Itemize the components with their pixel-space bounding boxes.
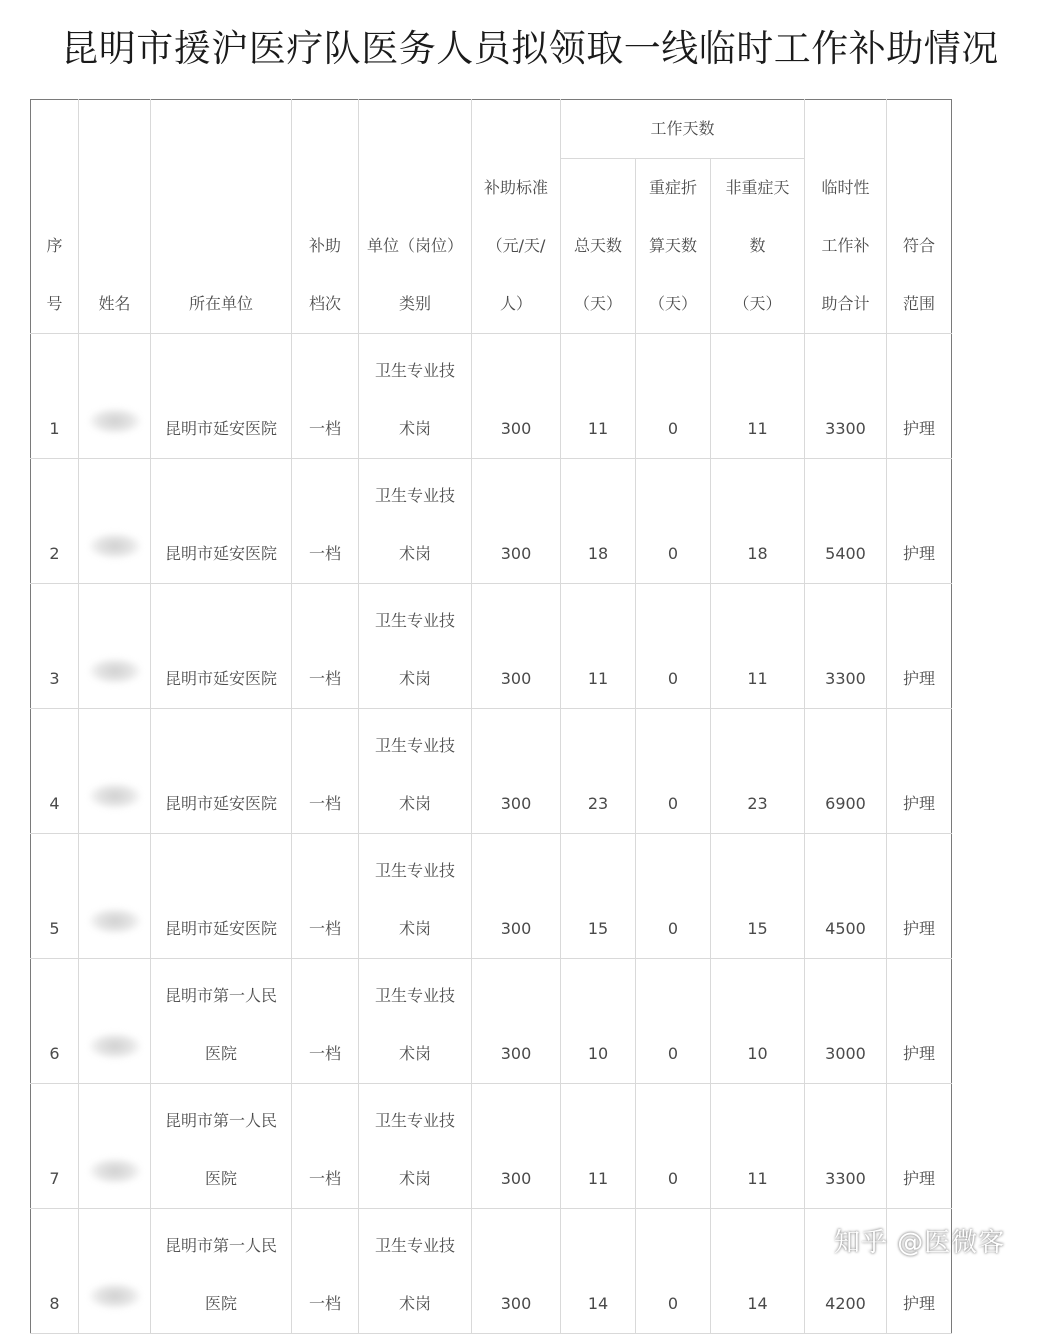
cell-level bbox=[292, 1084, 359, 1209]
cell-line: 15 bbox=[587, 919, 609, 938]
cell-unit bbox=[151, 834, 292, 959]
cell-scope bbox=[887, 959, 952, 1084]
cell-line: 术岗 bbox=[398, 1294, 431, 1313]
cell-total-days bbox=[561, 584, 636, 709]
header-line: 姓名 bbox=[98, 294, 131, 313]
header-line: 数 bbox=[749, 236, 766, 255]
header-name bbox=[79, 100, 151, 334]
cell-line: 昆明市第一人民 bbox=[164, 1236, 277, 1255]
cell-line: 卫生专业技 bbox=[374, 611, 455, 630]
header-line: （天） bbox=[648, 294, 697, 313]
cell-standard bbox=[472, 459, 561, 584]
cell-scope bbox=[887, 584, 952, 709]
cell-subsidy-total bbox=[805, 334, 887, 459]
cell-non-severe-days bbox=[711, 584, 805, 709]
cell-line: 护理 bbox=[902, 669, 935, 688]
cell-line: 3000 bbox=[825, 1044, 866, 1063]
table-row bbox=[31, 459, 952, 584]
cell-line: 0 bbox=[667, 794, 679, 813]
cell-line: 卫生专业技 bbox=[374, 1236, 455, 1255]
cell-line: 15 bbox=[747, 919, 768, 938]
header-line: 助合计 bbox=[821, 294, 870, 313]
cell-line: 23 bbox=[587, 794, 609, 813]
cell-standard bbox=[472, 584, 561, 709]
cell-line: 5 bbox=[49, 919, 60, 938]
cell-total-days bbox=[561, 709, 636, 834]
cell-line: 术岗 bbox=[398, 419, 431, 438]
cell-line: 4500 bbox=[825, 919, 866, 938]
cell-line: 0 bbox=[667, 1294, 679, 1313]
header-row-1 bbox=[31, 100, 952, 159]
header-workdays-group: 工作天数 bbox=[561, 100, 805, 159]
header-total-days bbox=[561, 159, 636, 334]
watermark: 知乎 @医微客 bbox=[834, 1228, 1006, 1258]
cell-unit bbox=[151, 1209, 292, 1334]
cell-line: 昆明市延安医院 bbox=[164, 669, 277, 688]
cell-subsidy-total bbox=[805, 1084, 887, 1209]
cell-line: 一档 bbox=[308, 1169, 341, 1188]
cell-line: 11 bbox=[747, 1169, 768, 1188]
header-non-severe-days bbox=[711, 159, 805, 334]
cell-subsidy-total bbox=[805, 459, 887, 584]
cell-line: 2 bbox=[49, 544, 60, 563]
cell-total-days bbox=[561, 459, 636, 584]
header-line: 序 bbox=[46, 236, 63, 255]
cell-line: 1 bbox=[49, 419, 60, 438]
cell-level bbox=[292, 459, 359, 584]
cell-line: 11 bbox=[587, 419, 609, 438]
cell-line: 6 bbox=[49, 1044, 60, 1063]
header-standard bbox=[472, 100, 561, 334]
header-scope bbox=[887, 100, 952, 334]
cell-line: 6900 bbox=[825, 794, 866, 813]
cell-line: 4200 bbox=[825, 1294, 866, 1313]
cell-line: 一档 bbox=[308, 794, 341, 813]
cell-line: 300 bbox=[500, 1169, 532, 1188]
cell-line: 23 bbox=[747, 794, 768, 813]
cell-line: 11 bbox=[747, 419, 768, 438]
cell-severe-days bbox=[636, 959, 711, 1084]
cell-line: 一档 bbox=[308, 919, 341, 938]
cell-post bbox=[359, 959, 472, 1084]
header-line: 单位（岗位） bbox=[366, 236, 463, 255]
cell-line: 3300 bbox=[825, 1169, 866, 1188]
cell-standard bbox=[472, 834, 561, 959]
cell-post bbox=[359, 584, 472, 709]
cell-total-days bbox=[561, 834, 636, 959]
cell-non-severe-days bbox=[711, 959, 805, 1084]
cell-level bbox=[292, 959, 359, 1084]
table-row bbox=[31, 834, 952, 959]
cell-name bbox=[79, 459, 151, 584]
cell-unit bbox=[151, 584, 292, 709]
cell-line: 0 bbox=[667, 919, 679, 938]
table-row bbox=[31, 1084, 952, 1209]
cell-total-days bbox=[561, 959, 636, 1084]
cell-line: 0 bbox=[667, 544, 679, 563]
cell-total-days bbox=[561, 1084, 636, 1209]
cell-line: 300 bbox=[500, 544, 532, 563]
cell-line: 护理 bbox=[902, 544, 935, 563]
cell-line: 卫生专业技 bbox=[374, 861, 455, 880]
cell-line: 0 bbox=[667, 1169, 679, 1188]
redacted-name bbox=[89, 1033, 141, 1059]
cell-seq bbox=[31, 834, 79, 959]
redacted-name bbox=[89, 1283, 141, 1309]
cell-non-severe-days bbox=[711, 709, 805, 834]
header-line: 非重症天 bbox=[725, 178, 790, 197]
cell-post bbox=[359, 1084, 472, 1209]
cell-line: 7 bbox=[49, 1169, 60, 1188]
header-severe-days bbox=[636, 159, 711, 334]
cell-line: 5400 bbox=[825, 544, 866, 563]
cell-line: 医院 bbox=[204, 1044, 237, 1063]
redacted-name bbox=[89, 408, 141, 434]
cell-name bbox=[79, 834, 151, 959]
cell-line: 14 bbox=[747, 1294, 768, 1313]
cell-scope bbox=[887, 834, 952, 959]
cell-level bbox=[292, 584, 359, 709]
cell-post bbox=[359, 709, 472, 834]
cell-line: 300 bbox=[500, 919, 532, 938]
cell-seq bbox=[31, 1084, 79, 1209]
cell-line: 18 bbox=[587, 544, 609, 563]
cell-level bbox=[292, 709, 359, 834]
header-line: 算天数 bbox=[648, 236, 697, 255]
cell-line: 300 bbox=[500, 794, 532, 813]
cell-post bbox=[359, 459, 472, 584]
cell-scope bbox=[887, 1084, 952, 1209]
cell-line: 护理 bbox=[902, 919, 935, 938]
cell-line: 300 bbox=[500, 1044, 532, 1063]
cell-line: 0 bbox=[667, 1044, 679, 1063]
cell-seq bbox=[31, 959, 79, 1084]
cell-name bbox=[79, 334, 151, 459]
header-subsidy-total bbox=[805, 100, 887, 334]
cell-line: 300 bbox=[500, 1294, 532, 1313]
cell-line: 卫生专业技 bbox=[374, 736, 455, 755]
cell-line: 昆明市延安医院 bbox=[164, 419, 277, 438]
table-row bbox=[31, 1209, 952, 1334]
cell-line: 一档 bbox=[308, 419, 341, 438]
cell-line: 卫生专业技 bbox=[374, 486, 455, 505]
header-line: 符合 bbox=[902, 236, 935, 255]
cell-line: 一档 bbox=[308, 1044, 341, 1063]
redacted-name bbox=[89, 908, 141, 934]
cell-line: 8 bbox=[49, 1294, 60, 1313]
cell-line: 昆明市第一人民 bbox=[164, 1111, 277, 1130]
cell-line: 医院 bbox=[204, 1294, 237, 1313]
cell-line: 一档 bbox=[308, 544, 341, 563]
header-post bbox=[359, 100, 472, 334]
table-row bbox=[31, 959, 952, 1084]
cell-line: 医院 bbox=[204, 1169, 237, 1188]
cell-line: 护理 bbox=[902, 1294, 935, 1313]
cell-line: 术岗 bbox=[398, 919, 431, 938]
redacted-name bbox=[89, 1158, 141, 1184]
cell-standard bbox=[472, 334, 561, 459]
cell-line: 昆明市延安医院 bbox=[164, 794, 277, 813]
cell-subsidy-total bbox=[805, 709, 887, 834]
cell-total-days bbox=[561, 334, 636, 459]
cell-line: 18 bbox=[747, 544, 768, 563]
cell-line: 300 bbox=[500, 419, 532, 438]
cell-standard bbox=[472, 1084, 561, 1209]
cell-total-days bbox=[561, 1209, 636, 1334]
cell-unit bbox=[151, 709, 292, 834]
cell-line: 11 bbox=[747, 669, 768, 688]
cell-line: 护理 bbox=[902, 794, 935, 813]
cell-line: 11 bbox=[587, 1169, 609, 1188]
cell-line: 10 bbox=[747, 1044, 768, 1063]
cell-level bbox=[292, 334, 359, 459]
cell-line: 护理 bbox=[902, 1044, 935, 1063]
header-line: 总天数 bbox=[573, 236, 622, 255]
cell-line: 10 bbox=[587, 1044, 609, 1063]
cell-line: 昆明市延安医院 bbox=[164, 919, 277, 938]
cell-line: 4 bbox=[49, 794, 60, 813]
header-line: （元/天/ bbox=[486, 236, 546, 255]
header-unit bbox=[151, 100, 292, 334]
header-line: 号 bbox=[46, 294, 63, 313]
cell-unit bbox=[151, 1084, 292, 1209]
cell-seq bbox=[31, 459, 79, 584]
cell-seq bbox=[31, 584, 79, 709]
cell-line: 术岗 bbox=[398, 544, 431, 563]
cell-seq bbox=[31, 1209, 79, 1334]
cell-line: 0 bbox=[667, 669, 679, 688]
cell-line: 11 bbox=[587, 669, 609, 688]
cell-unit bbox=[151, 334, 292, 459]
cell-standard bbox=[472, 959, 561, 1084]
cell-severe-days bbox=[636, 709, 711, 834]
cell-name bbox=[79, 584, 151, 709]
cell-non-severe-days bbox=[711, 334, 805, 459]
cell-line: 14 bbox=[587, 1294, 609, 1313]
cell-level bbox=[292, 1209, 359, 1334]
cell-line: 0 bbox=[667, 419, 679, 438]
cell-line: 300 bbox=[500, 669, 532, 688]
subsidy-table bbox=[30, 99, 952, 1334]
cell-severe-days bbox=[636, 584, 711, 709]
cell-line: 昆明市第一人民 bbox=[164, 986, 277, 1005]
cell-scope bbox=[887, 709, 952, 834]
redacted-name bbox=[89, 533, 141, 559]
page-title: 昆明市援沪医疗队医务人员拟领取一线临时工作补助情况 bbox=[61, 27, 999, 70]
cell-severe-days bbox=[636, 1209, 711, 1334]
cell-standard bbox=[472, 709, 561, 834]
cell-line: 术岗 bbox=[398, 669, 431, 688]
cell-line: 3300 bbox=[825, 419, 866, 438]
cell-severe-days bbox=[636, 834, 711, 959]
header-line: 补助 bbox=[308, 236, 341, 255]
cell-line: 3300 bbox=[825, 669, 866, 688]
header-line: 补助标准 bbox=[483, 178, 548, 197]
cell-scope bbox=[887, 459, 952, 584]
cell-level bbox=[292, 834, 359, 959]
header-line: 人） bbox=[499, 294, 532, 313]
cell-line: 卫生专业技 bbox=[374, 361, 455, 380]
cell-line: 昆明市延安医院 bbox=[164, 544, 277, 563]
cell-name bbox=[79, 1209, 151, 1334]
cell-line: 一档 bbox=[308, 669, 341, 688]
redacted-name bbox=[89, 658, 141, 684]
header-line: 工作补 bbox=[821, 236, 870, 255]
cell-scope bbox=[887, 334, 952, 459]
header-line: （天） bbox=[573, 294, 622, 313]
header-line: 档次 bbox=[308, 294, 341, 313]
header-level bbox=[292, 100, 359, 334]
header-line: 类别 bbox=[398, 294, 431, 313]
cell-severe-days bbox=[636, 459, 711, 584]
cell-line: 术岗 bbox=[398, 794, 431, 813]
cell-line: 卫生专业技 bbox=[374, 986, 455, 1005]
cell-seq bbox=[31, 334, 79, 459]
header-seq bbox=[31, 100, 79, 334]
table-row bbox=[31, 584, 952, 709]
cell-post bbox=[359, 1209, 472, 1334]
cell-line: 术岗 bbox=[398, 1169, 431, 1188]
cell-non-severe-days bbox=[711, 1084, 805, 1209]
cell-subsidy-total bbox=[805, 834, 887, 959]
header-line: 所在单位 bbox=[188, 294, 253, 313]
cell-line: 卫生专业技 bbox=[374, 1111, 455, 1130]
cell-non-severe-days bbox=[711, 459, 805, 584]
table-row bbox=[31, 334, 952, 459]
cell-line: 护理 bbox=[902, 419, 935, 438]
table-row bbox=[31, 709, 952, 834]
cell-line: 护理 bbox=[902, 1169, 935, 1188]
cell-line: 3 bbox=[49, 669, 60, 688]
redacted-name bbox=[89, 783, 141, 809]
cell-line: 术岗 bbox=[398, 1044, 431, 1063]
header-line: （天） bbox=[733, 294, 782, 313]
cell-non-severe-days bbox=[711, 834, 805, 959]
header-line: 临时性 bbox=[821, 178, 870, 197]
cell-seq bbox=[31, 709, 79, 834]
cell-subsidy-total bbox=[805, 584, 887, 709]
cell-subsidy-total bbox=[805, 959, 887, 1084]
header-line: 重症折 bbox=[648, 178, 697, 197]
cell-post bbox=[359, 334, 472, 459]
cell-line: 一档 bbox=[308, 1294, 341, 1313]
cell-severe-days bbox=[636, 334, 711, 459]
cell-name bbox=[79, 709, 151, 834]
header-line: 范围 bbox=[902, 294, 935, 313]
cell-severe-days bbox=[636, 1084, 711, 1209]
cell-post bbox=[359, 834, 472, 959]
cell-name bbox=[79, 959, 151, 1084]
cell-non-severe-days bbox=[711, 1209, 805, 1334]
cell-name bbox=[79, 1084, 151, 1209]
cell-unit bbox=[151, 959, 292, 1084]
cell-standard bbox=[472, 1209, 561, 1334]
cell-unit bbox=[151, 459, 292, 584]
